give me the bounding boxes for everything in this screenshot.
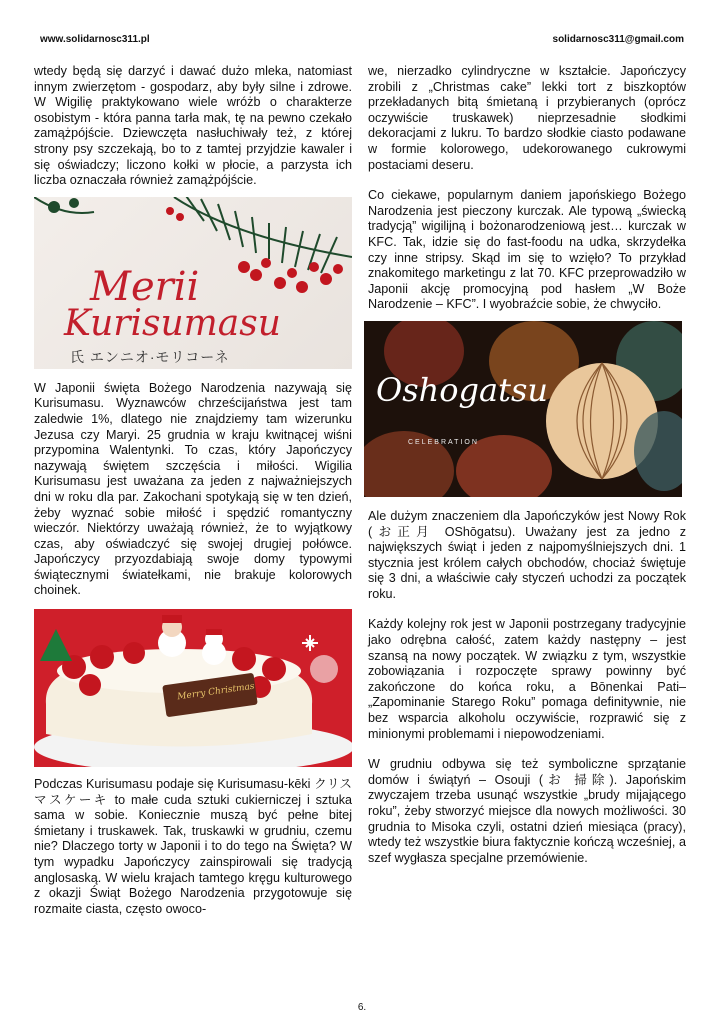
right-column [368,64,686,866]
right-paragraph-3: Ale dużym znaczeniem dla Japończyków jest Nowy Rok (お正月 OShōgatsu). Uważany jest za jedno z największych świąt i jeden z najpomyślniejszych dni. 1 stycznia jest królem całych obchodów, chociaż świętuje się 3 dni, a właściwie cały styczeń uchodzi za początek roku. [368,508,686,601]
christmas-cake-image [34,609,352,767]
card-title-line2: Kurisumasu [64,302,281,344]
cake-chocolate-card-text: Merry Christmas [176,681,256,703]
celebration-subtitle: CELEBRATION [408,438,479,446]
left-paragraph-1: wtedy będą się darzyć i dawać dużo mleka, natomiast innym zwierzętom - gospodarz, aby były silne i zdrowe. W Wigilię praktykowano wiele wróżb o charakterze osobistym - która panna tarła mak, tę na pewno czekało zamążpójście. Dziewczęta nasłuchiwały też, z której strony psy szczekają, bo to z tamtej przyjdzie kawaler i się oświadczy; liczono kołki w płocie, a parzysta ich liczba oznaczała również zamążpójście. [34,64,352,188]
cake-illustration [34,609,352,767]
card-subtitle: 氏 エンニオ·モリコーネ [70,348,230,365]
lanterns-illustration [364,321,682,497]
header-email: solidarnosc311@gmail.com [552,34,684,45]
page-number: 6. [357,1002,367,1013]
left-paragraph-3: Podczas Kurisumasu podaje się Kurisumasu-kēki クリスマスケーキ to małe cuda sztuki cukierniczej i sztuka sama w sobie. Koniecznie muszą być pełne bitej śmietany i truskawek. Tak, truskawki w grudniu, czemu nie? Dlaczego torty w Japonii i to do tego na Święta? W tym wypadku Japończycy zainspirowali się tradycją anglosaską. W wielu krajach tamtego kręgu kulturowego z okazji Świąt Bożego Narodzenia przygotowuje się rozmaite ciasta, często owoco- [34,777,352,916]
left-column [34,64,352,917]
oshogatsu-title: Oshogatsu [376,370,548,409]
right-paragraph-2: Co ciekawe, popularnym daniem japońskiego Bożego Narodzenia jest pieczony kurczak. Ale typową „świecką tradycją” wigilijną i bożonarodzeniową jest… kurczak w KFC. Tak, idzie się do fast-foodu na udka, skrzydełka czy inne stripsy. Skąd im się to wzięło? To przykład znakomitego marketingu z lat 70. KFC przeprowadziło w Japonii akcję promocyjną pod hasłem „W Boże Narodzenie – KFC”. I wyobraźcie sobie, że chwyciło. [368,188,686,312]
card-title-line1: Merii [90,263,200,310]
left-paragraph-2: W Japonii święta Bożego Narodzenia nazywają się Kurisumasu. Wyznawców chrześcijaństwa jest tam zaledwie 1%, dlatego nie znajdziemy tam wizerunku Jezusa czy Maryi. 25 grudnia w kraju kwitnącej wiśni przypomina Walentynki. To czas, który Japończycy nazywają świętem szczęścia i miłości. Wigilia Kurisumasu jest uważana za jeden z najważniejszych dni w roku dla par. Zakochani spotykają się w ten dzień, żeby wyznać sobie miłość i spędzić romantyczny wieczór. Niektórzy uważają również, że to wyjątkowy czas, aby oświadczyć się swojej drugiej połówce. Japończycy przyozdabiają swoje domy typowymi świątecznymi światełkami, nie brakuje kolorowych choinek. [34,380,352,598]
oshogatsu-lanterns-image [364,321,682,497]
merii-kurisumasu-image [34,197,352,369]
header-website: www.solidarnosc311.pl [40,34,150,45]
right-paragraph-1: we, nierzadko cylindryczne w kształcie. Japończycy zrobili z „Christmas cake” lekki tort z biszkoptów przekładanych bitą śmietaną i przybieranych (oprócz oczywiście truskawek) nieprzesadnie słodkimi dekoracjami z lukru. To bardzo słodkie ciasto podawane w formie kolorowego, udekorowanego cukrowymi postaciami deseru. [368,64,686,172]
right-paragraph-4: Każdy kolejny rok jest w Japonii postrzegany tradycyjnie jako odrębna całość, zatem każdy następny – jest szansą na nowy początek. W związku z tym, wszystkie zobowiązania i rozpoczęte sprawy powinny być zakończone do końca roku, a Bōnenkai Pati– „Zapominanie Starego Roku” pomaga definitywnie, nie bez wsparcia alkoholu oczywiście, rozprawić się z minionymi problemami i niepowodzeniami. [368,617,686,741]
right-paragraph-5: W grudniu odbywa się też symboliczne sprzątanie domów i świątyń – Osouji (お 掃除). Japońskim zwyczajem trzeba usunąć wszystkie „brudy mijającego roku”, żeby stworzyć miejsce dla nowych możliwości. 30 grudnia to Misoka czyli, ostatni dzień miesiąca (pracy), wtedy też wszystkie biura faktycznie kończą wcześniej, a szef wygłasza specjalne przemówienie. [368,757,686,865]
